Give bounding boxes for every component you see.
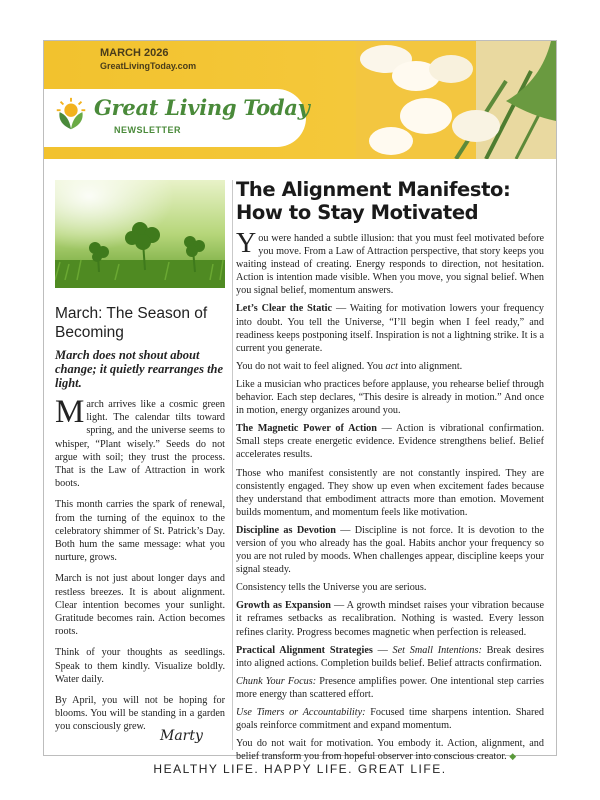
end-mark-icon: ◆ bbox=[509, 751, 517, 762]
article-paragraph: Those who manifest consistently are not constantly inspired. They are consistently engaged. They show up even when excitement fades because they understand that embodiment attracts more than emotion. Movement builds momentum, and momentum feels like motivation. bbox=[236, 467, 544, 518]
site-link[interactable]: GreatLivingToday.com bbox=[100, 61, 197, 71]
issue-date: MARCH 2026 bbox=[100, 47, 169, 59]
article-paragraph bbox=[236, 360, 544, 373]
sidebar-paragraph bbox=[55, 394, 225, 490]
article-paragraph bbox=[236, 422, 544, 461]
sidebar-column bbox=[55, 180, 225, 734]
article-paragraph bbox=[236, 524, 544, 576]
article-title: The Alignment Manifesto: How to Stay Motivated bbox=[236, 178, 511, 224]
article-paragraph-text: You do not wait for motivation. You embody it. Action, alignment, and belief transform you from hopeful observer into conscious creator. bbox=[236, 738, 544, 763]
article-paragraph: Like a musician who practices before applause, you rehearse belief through behavior. Each step declares, “This desire is already in motion.” And once in motion, energy organizes around you. bbox=[236, 378, 544, 417]
article-paragraph bbox=[236, 302, 544, 354]
article-paragraph-text: Focused time sharpens intention. Shared goals reinforce commitment and expand momentum. bbox=[236, 707, 544, 732]
sun-leaves-logo-icon bbox=[52, 95, 90, 133]
article-paragraph bbox=[236, 675, 544, 701]
article-paragraph-text: — Action is vibrational confirmation. Small steps create energetic evidence. Evidence strengthens belief. Belief accelerates results. bbox=[236, 423, 544, 461]
emphasis: Set Small Intentions: bbox=[392, 644, 482, 656]
sidebar-paragraph: Think of your thoughts as seedlings. Speak to them kindly. Visualize boldly. Water daily. bbox=[55, 647, 225, 685]
footer-tagline: HEALTHY LIFE. HAPPY LIFE. GREAT LIFE. bbox=[153, 762, 447, 776]
article-paragraph-text: — Discipline is not force. It is devotion to the version of you who already has the goal. Habits anchor your frequency so you are not ruled by moods. When challenges appear, discipline keeps your signal steady. bbox=[236, 524, 544, 576]
header-banner bbox=[44, 41, 556, 159]
tulips-image bbox=[356, 41, 556, 159]
article-paragraph-text: into alignment. bbox=[397, 360, 463, 372]
sidebar-paragraph-text: arch arrives like a cosmic green light. The calendar tilts toward spring, and the universe seems to whisper, “Plant wisely.” Seeds do not argue with soil; they trust the process. That is the Law of Attraction in work boots. bbox=[55, 399, 225, 490]
article-column bbox=[236, 178, 544, 763]
article-paragraph-text: Break desires into aligned actions. Completion builds belief. Belief attracts confirmation. bbox=[236, 644, 544, 669]
article-paragraph bbox=[236, 599, 544, 638]
article-intro bbox=[236, 228, 544, 297]
emphasis: Chunk Your Focus: bbox=[236, 675, 317, 687]
logo-title: Great Living Today bbox=[94, 95, 310, 120]
section-lead: Growth as Expansion bbox=[236, 600, 331, 612]
article-paragraph bbox=[236, 706, 544, 732]
logo-block bbox=[44, 89, 310, 147]
author-signature: Marty bbox=[160, 728, 203, 744]
drop-cap: Y bbox=[236, 228, 257, 259]
logo-subtitle: NEWSLETTER bbox=[114, 125, 181, 135]
article-intro-text: ou were handed a subtle illusion: that you must feel motivated before you move. From a Law of Attraction perspective, that story keeps you waiting instead of creating. Energy responds to direction, not hesitation. Action is intention made visible. When you move, you signal belief. When you signal belief, momentum answers. bbox=[236, 233, 544, 297]
article-paragraph bbox=[236, 737, 544, 763]
sidebar-paragraph: March is not just about longer days and restless breezes. It is about alignment. Clear intention becomes your sunlight. Gratitude becomes rain. Action becomes roots. bbox=[55, 573, 225, 638]
drop-cap: M bbox=[55, 394, 85, 430]
emphasis: act bbox=[385, 360, 398, 372]
section-lead: Discipline as Devotion bbox=[236, 524, 336, 536]
emphasis: Use Timers or Accountability: bbox=[236, 707, 366, 718]
column-divider bbox=[232, 180, 233, 750]
article-paragraph-text: — A growth mindset raises your vibration because it reframes setbacks as recalibration. Nothing is wasted. Every lesson refines clarity. Progress becomes magnetic when perfection is released. bbox=[236, 600, 544, 638]
article-paragraph-text: — Waiting for motivation lowers your frequency into doubt. You tell the Universe, “I’ll begin when I feel ready,” and readiness keeps postponing itself. Inspiration is not a lightning strike. It is a current you generate. bbox=[236, 303, 544, 354]
article-paragraph: Consistency tells the Universe you are serious. bbox=[236, 582, 427, 594]
article-paragraph: Practical Alignment Strategies — Set Small Intentions: Break desires into aligned actions. Completion builds belief. Belief attracts confirmation. bbox=[236, 644, 544, 669]
sidebar-paragraph: This month carries the spark of renewal, from the turning of the equinox to the celebratory shimmer of St. Patrick’s Day. Both hum the same message: what you nurture, grows. bbox=[55, 499, 225, 564]
article-paragraph-text: You do not wait to feel aligned. You bbox=[236, 360, 386, 372]
clover-image bbox=[55, 180, 225, 288]
sidebar-heading: March: The Season of Becoming bbox=[55, 305, 208, 341]
sidebar-deck: March does not shout about change; it quietly rearranges the light. bbox=[55, 348, 224, 390]
article-paragraph-text: Presence amplifies power. One intentional step carries more energy than scattered effort. bbox=[236, 675, 544, 700]
section-lead: Let’s Clear the Static bbox=[236, 303, 333, 315]
section-lead: The Magnetic Power of Action bbox=[236, 423, 377, 435]
sidebar-paragraph: By April, you will not be hoping for blooms. You will be standing in a garden you consciously grew. bbox=[55, 695, 225, 733]
section-lead: Practical Alignment Strategies bbox=[236, 644, 373, 656]
